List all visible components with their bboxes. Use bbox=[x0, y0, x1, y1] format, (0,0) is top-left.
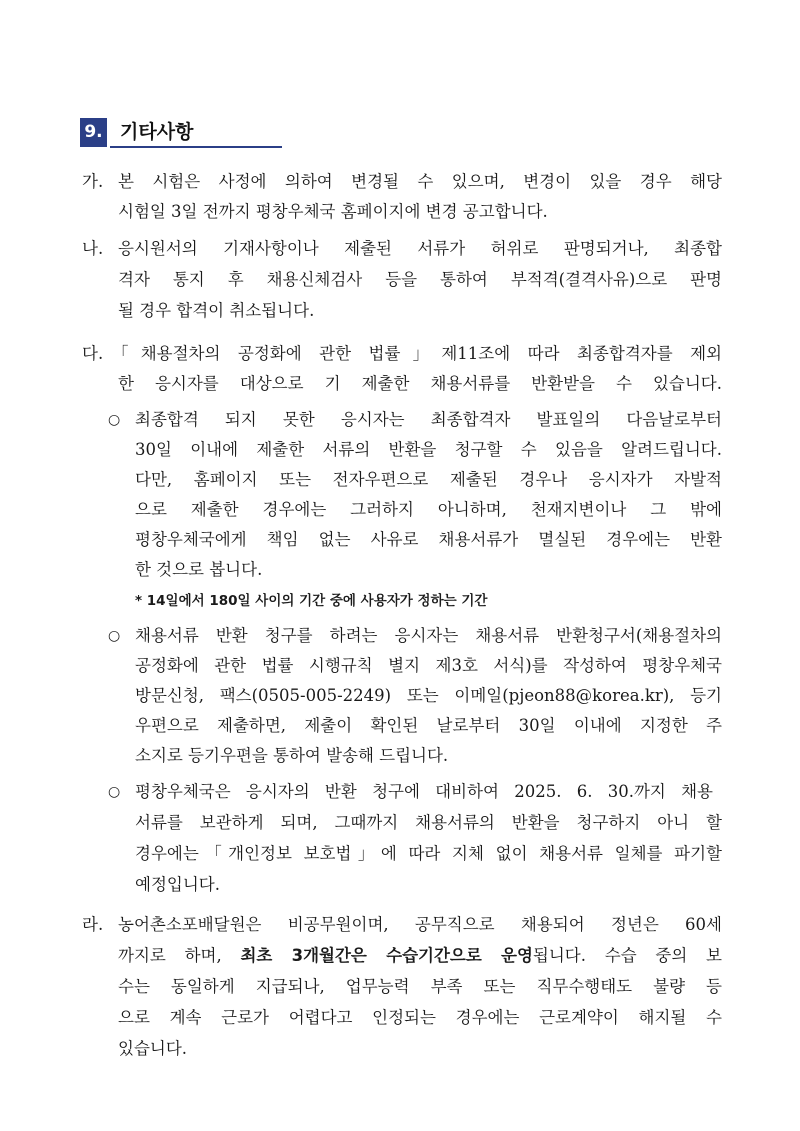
item-na-line: 응시원서의 기재사항이나 제출된 서류가 허위로 판명되거나, 최종합 bbox=[118, 239, 722, 258]
bullet2-line: 방문신청, 팩스(0505-005-2249) 또는 이메일(pjeon88@korea.kr), 등기 bbox=[135, 686, 722, 705]
item-da-marker: 다. bbox=[82, 344, 104, 363]
bullet2-line: 소지로 등기우편을 통하여 발송해 드립니다. bbox=[135, 746, 449, 765]
bullet1-line: 으로 제출한 경우에는 그러하지 아니하며, 천재지변이나 그 밖에 bbox=[135, 500, 722, 519]
item-ga-marker: 가. bbox=[82, 172, 104, 191]
item-na-line: 될 경우 합격이 취소됩니다. bbox=[118, 301, 315, 320]
section-heading bbox=[80, 118, 282, 148]
bullet2-line: 공정화에 관한 법률 시행규칙 별지 제3호 서식)를 작성하여 평창우체국 bbox=[135, 656, 722, 675]
bullet1-line: 평창우체국에게 책임 없는 사유로 채용서류가 멸실된 경우에는 반환 bbox=[135, 530, 722, 549]
bullet-circle-icon: ○ bbox=[108, 412, 121, 428]
item-ga-line: 본 시험은 사정에 의하여 변경될 수 있으며, 변경이 있을 경우 해당 bbox=[118, 172, 722, 191]
item-ra-line2-pre: 까지로 하며, bbox=[118, 946, 241, 965]
section-number-badge: 9. bbox=[80, 118, 107, 147]
item-da-line: 「채용절차의 공정화에 관한 법률」제11조에 따라 최종합격자를 제외 bbox=[112, 344, 722, 363]
probation-emphasis: 최초 3개월간은 수습기간으로 운영 bbox=[240, 946, 533, 965]
item-ra-line: 농어촌소포배달원은 비공무원이며, 공무직으로 채용되어 정년은 60세 bbox=[118, 915, 722, 934]
item-na-line: 격자 통지 후 채용신체검사 등을 통하여 부적격(결격사유)으로 판명 bbox=[118, 270, 722, 289]
item-ra-line bbox=[118, 944, 722, 968]
bullet2-line: 우편으로 제출하면, 제출이 확인된 날로부터 30일 이내에 지정한 주 bbox=[135, 716, 722, 735]
bullet1-line: 한 것으로 봅니다. bbox=[135, 560, 263, 579]
bullet-circle-icon: ○ bbox=[108, 784, 121, 800]
bullet3-line: 경우에는「개인정보 보호법」에 따라 지체 없이 채용서류 일체를 파기할 bbox=[135, 844, 722, 863]
item-da-line: 한 응시자를 대상으로 기 제출한 채용서류를 반환받을 수 있습니다. bbox=[118, 374, 722, 393]
bullet2-line: 채용서류 반환 청구를 하려는 응시자는 채용서류 반환청구서(채용절차의 bbox=[135, 626, 722, 645]
bullet3-line: 평창우체국은 응시자의 반환 청구에 대비하여 2025. 6. 30.까지 채용 bbox=[135, 782, 713, 801]
bullet1-line: 최종합격 되지 못한 응시자는 최종합격자 발표일의 다음날로부터 bbox=[135, 410, 722, 429]
section-title-underline bbox=[110, 146, 282, 148]
item-na-marker: 나. bbox=[82, 239, 104, 258]
bullet1-line: 다만, 홈페이지 또는 전자우편으로 제출된 경우나 응시자가 자발적 bbox=[135, 470, 722, 489]
item-ra-line: 있습니다. bbox=[118, 1039, 188, 1058]
bullet3-line: 서류를 보관하게 되며, 그때까지 채용서류의 반환을 청구하지 아니 할 bbox=[135, 813, 722, 832]
section-title: 기타사항 bbox=[120, 121, 194, 143]
item-ra-line: 수는 동일하게 지급되나, 업무능력 부족 또는 직무수행태도 불량 등 bbox=[118, 977, 722, 996]
item-ra-line2-post: 됩니다. 수습 중의 보 bbox=[532, 946, 722, 965]
bullet3-line: 예정입니다. bbox=[135, 875, 220, 894]
item-ra-line: 으로 계속 근로가 어렵다고 인정되는 경우에는 근로계약이 해지될 수 bbox=[118, 1008, 722, 1027]
bullet-circle-icon: ○ bbox=[108, 628, 121, 644]
item-ga-line: 시험일 3일 전까지 평창우체국 홈페이지에 변경 공고합니다. bbox=[118, 202, 548, 221]
item-ra-marker: 라. bbox=[82, 915, 104, 934]
period-footnote: * 14일에서 180일 사이의 기간 중에 사용자가 정하는 기간 bbox=[135, 593, 488, 609]
bullet1-line: 30일 이내에 제출한 서류의 반환을 청구할 수 있음을 알려드립니다. bbox=[135, 440, 722, 459]
